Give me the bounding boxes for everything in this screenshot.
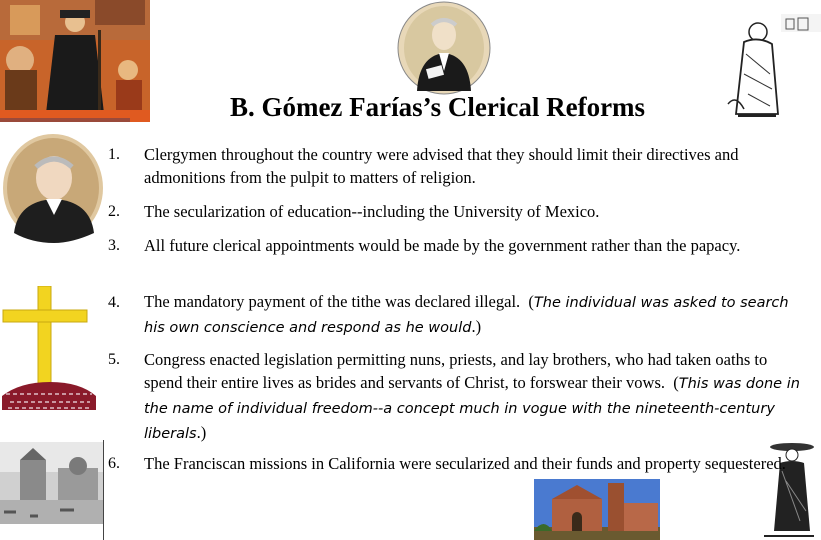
item-4-note-close: .) (471, 317, 482, 336)
item-4-main: The mandatory payment of the tithe was declared illegal. (144, 292, 521, 311)
item-4-text (144, 290, 804, 340)
gomez-farias-portrait (397, 1, 491, 95)
item-5-number: 5. (108, 351, 120, 368)
item-1-number: 1. (108, 146, 120, 163)
vertical-rule (103, 440, 104, 540)
item-5-main: Congress enacted legislation permitting nuns, priests, and lay brothers, who had taken oaths to spend their entire lives as brides and servants of Christ, to forswear their vows. (144, 350, 768, 392)
old-mexico-photo (0, 442, 104, 524)
item-3-number: 3. (108, 237, 120, 254)
item-5-note: This was done in the name of individual freedom--a concept much in vogue with the nineteenth-century liberals (144, 376, 800, 442)
item-2-text: The secularization of education--including the University of Mexico. (144, 202, 600, 221)
item-4-note-open: ( (528, 292, 534, 311)
title-divider (0, 118, 130, 122)
golden-cross (0, 286, 100, 414)
item-2-number: 2. (108, 203, 120, 220)
item-6-number: 6. (108, 455, 120, 472)
item-5-note-open: ( (673, 373, 679, 392)
item-6-text: The Franciscan missions in California were secularized and their funds and property sequestered. (144, 454, 786, 473)
item-5-text (144, 348, 804, 446)
item-4-note: The individual was asked to search his own conscience and respond as he would (144, 295, 789, 336)
item-3-text: All future clerical appointments would be made by the government rather than the papacy. (144, 236, 741, 255)
item-5-note-close: .) (196, 423, 207, 442)
mission-church-photo (534, 479, 660, 540)
item-4-number: 4. (108, 294, 120, 311)
slide-title: B. Gómez Farías’s Clerical Reforms (229, 92, 646, 122)
cleric-portrait (2, 133, 104, 243)
item-1-text: Clergymen throughout the country were advised that they should limit their directives and admonitions from the pulpit to matters of religion. (144, 145, 739, 187)
